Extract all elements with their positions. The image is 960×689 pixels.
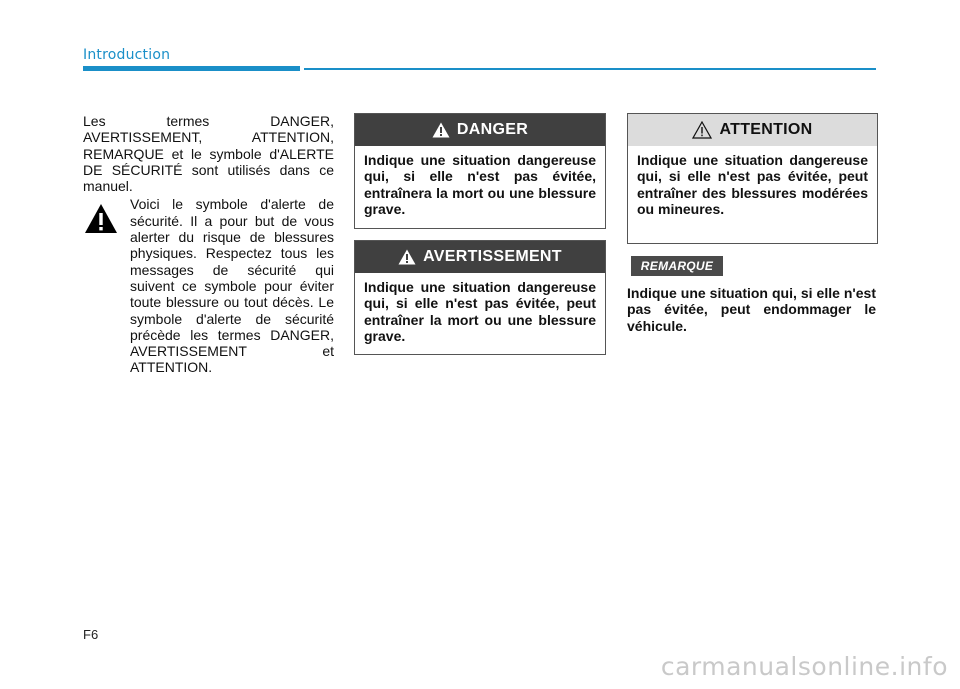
left-column — [83, 113, 334, 376]
warning-triangle-icon — [84, 203, 118, 234]
intro-paragraph: Les termes DANGER, AVERTISSEMENT, ATTENTION, REMARQUE et le symbole d'ALERTE DE SÉCURITÉ sont utilisés dans ce manuel. — [83, 113, 334, 195]
header-rule-thick — [83, 66, 300, 71]
danger-box — [354, 113, 606, 229]
note-badge: REMARQUE — [631, 256, 723, 276]
caution-box — [627, 113, 878, 244]
caution-text: Indique une situation dangereuse qui, si elle n'est pas évitée, peut entraîner des blessures modérées ou mineures. — [637, 152, 868, 217]
header-rule-thin — [304, 68, 876, 70]
warning-header — [355, 241, 605, 273]
caution-body — [628, 146, 877, 225]
watermark: carmanualsonline.info — [660, 652, 948, 681]
warning-text: Indique une situation dangereuse qui, si elle n'est pas évitée, peut entraîner la mort ou une blessure grave. — [364, 279, 596, 344]
danger-label: DANGER — [456, 121, 529, 138]
note-text: Indique une situation qui, si elle n'est pas évitée, peut endommager le véhicule. — [627, 285, 876, 334]
safety-symbol-paragraph: Voici le symbole d'alerte de sécurité. Il a pour but de vous alerter du risque de blessures physiques. Respectez tous les messages de sécurité qui suivent ce symbole pour éviter toute blessure ou tout décès. Le symbole d'alerte de sécurité précède les termes DANGER, AVERTISSEMENT et ATTENTION. — [130, 196, 334, 376]
warning-box — [354, 240, 606, 355]
caution-label: ATTENTION — [719, 121, 813, 138]
danger-body — [355, 146, 605, 225]
danger-text: Indique une situation dangereuse qui, si elle n'est pas évitée, entraînera la mort ou une blessure grave. — [364, 152, 596, 217]
warning-body — [355, 273, 605, 352]
danger-header — [355, 114, 605, 146]
page-number: F6 — [83, 627, 99, 642]
caution-header — [628, 114, 877, 146]
warning-triangle-icon — [432, 122, 450, 138]
warning-triangle-icon — [398, 249, 416, 265]
section-title: Introduction — [83, 47, 171, 63]
safety-symbol-block — [83, 196, 334, 375]
warning-triangle-outline-icon — [692, 121, 712, 139]
warning-label: AVERTISSEMENT — [423, 248, 562, 265]
